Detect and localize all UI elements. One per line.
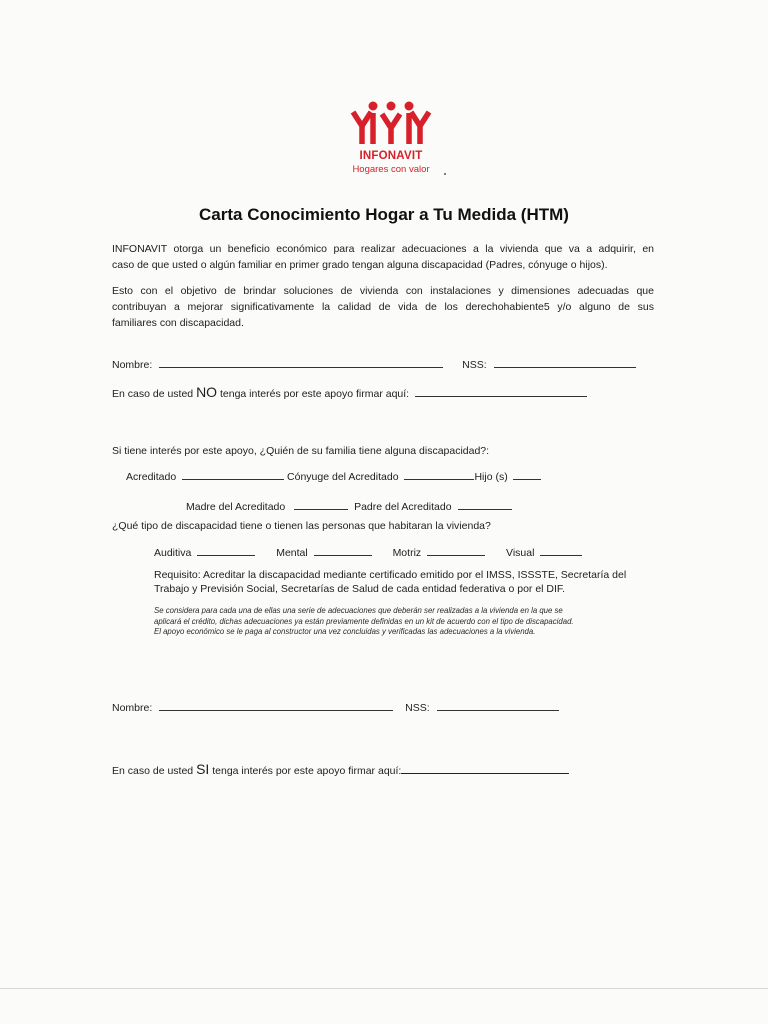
objective-line-2: contribuyan a mejorar significativamente la calidad de vida de los derechohabiente5 y/o alguno de sus: [112, 301, 654, 313]
no-interest-row: [112, 384, 587, 400]
no-signature-field[interactable]: [415, 387, 587, 397]
objective-paragraph: [112, 283, 654, 331]
types-row: [154, 546, 582, 559]
yes-interest-row: [112, 761, 569, 777]
logo-tagline: Hogares con valor: [352, 164, 430, 175]
note-text: [154, 606, 664, 638]
requirement-line-2: Trabajo y Previsión Social, Secretarías de Salud de cada entidad federativa o por el DIF.: [154, 583, 566, 595]
objective-line-1: Esto con el objetivo de brindar soluciones de vivienda con instalaciones y dimensiones adecuadas que: [112, 285, 654, 297]
motriz-field[interactable]: [427, 546, 485, 556]
no-keyword: NO: [196, 384, 218, 400]
visual-label: Visual: [506, 547, 535, 559]
auditiva-label: Auditiva: [154, 547, 192, 559]
acreditado-label: Acreditado: [126, 471, 177, 483]
note-line-1: Se considera para cada una de ellas una serie de adecuaciones que deberán ser realizadas a la vivienda en la que se: [154, 606, 563, 615]
type-question: ¿Qué tipo de discapacidad tiene o tienen las personas que habitaran la vivienda?: [112, 520, 491, 532]
intro-line-2: caso de que usted o algún familiar en primer grado tengan alguna discapacidad (Padres, cónyuge o hijos).: [112, 259, 608, 271]
requirement-text: [154, 568, 662, 596]
infonavit-logo-icon: [346, 100, 436, 150]
nombre2-label: Nombre:: [112, 702, 153, 714]
visual-field[interactable]: [540, 546, 582, 556]
page-title: Carta Conocimiento Hogar a Tu Medida (HTM): [199, 205, 569, 224]
note-line-2: aplicará el crédito, dichas adecuaciones ya están previamente definidas en un kit de acuerdo con el tipo de discapacidad.: [154, 616, 574, 626]
mental-label: Mental: [276, 547, 308, 559]
intro-line-1: INFONAVIT otorga un beneficio económico para realizar adecuaciones a la vivienda que va a adquirir, en: [112, 243, 654, 255]
auditiva-field[interactable]: [197, 546, 255, 556]
no-interest-prefix: En caso de usted: [112, 388, 194, 400]
requirement-line-1: Requisito: Acreditar la discapacidad mediante certificado emitido por el IMSS, ISSSTE, Secretaría del: [154, 569, 627, 581]
family-row-1: [126, 470, 541, 483]
nombre2-field[interactable]: [159, 701, 393, 711]
family-row-2: [186, 500, 512, 513]
objective-line-3: familiares con discapacidad.: [112, 317, 244, 329]
intro-paragraph: [112, 241, 654, 273]
madre-label: Madre del Acreditado: [186, 501, 286, 513]
hijo-field[interactable]: [513, 470, 541, 480]
nombre-label: Nombre:: [112, 359, 153, 371]
si-keyword: SI: [196, 761, 210, 777]
scan-edge-divider: [0, 988, 768, 989]
padre-field[interactable]: [458, 500, 512, 510]
nss-field[interactable]: [494, 358, 636, 368]
nss2-field[interactable]: [437, 701, 559, 711]
family-question: Si tiene interés por este apoyo, ¿Quién de su familia tiene alguna discapacidad?:: [112, 445, 490, 457]
yes-interest-suffix: tenga interés por este apoyo firmar aquí:: [212, 765, 402, 777]
form2-row: [112, 701, 559, 714]
conyuge-field[interactable]: [404, 470, 474, 480]
motriz-label: Motriz: [392, 547, 422, 559]
form1-row: [112, 358, 636, 371]
yes-interest-prefix: En caso de usted: [112, 765, 194, 777]
mental-field[interactable]: [314, 546, 372, 556]
note-line-3: El apoyo económico se le paga al constructor una vez concluidas y verificadas las adecuaciones a la vivienda.: [154, 627, 536, 636]
no-interest-suffix: tenga interés por este apoyo firmar aquí:: [219, 388, 410, 400]
nss2-label: NSS:: [405, 702, 430, 714]
acreditado-field[interactable]: [182, 470, 284, 480]
conyuge-label: Cónyuge del Acreditado: [287, 471, 399, 483]
yes-signature-field[interactable]: [401, 764, 569, 774]
nombre-field[interactable]: [159, 358, 443, 368]
madre-field[interactable]: [294, 500, 348, 510]
nss-label: NSS:: [462, 359, 487, 371]
speck: [444, 173, 446, 175]
logo-brand-text: INFONAVIT: [359, 150, 423, 162]
padre-label: Padre del Acreditado: [354, 501, 452, 513]
infonavit-logo: [346, 100, 436, 182]
hijo-label: Hijo (s): [474, 471, 508, 483]
